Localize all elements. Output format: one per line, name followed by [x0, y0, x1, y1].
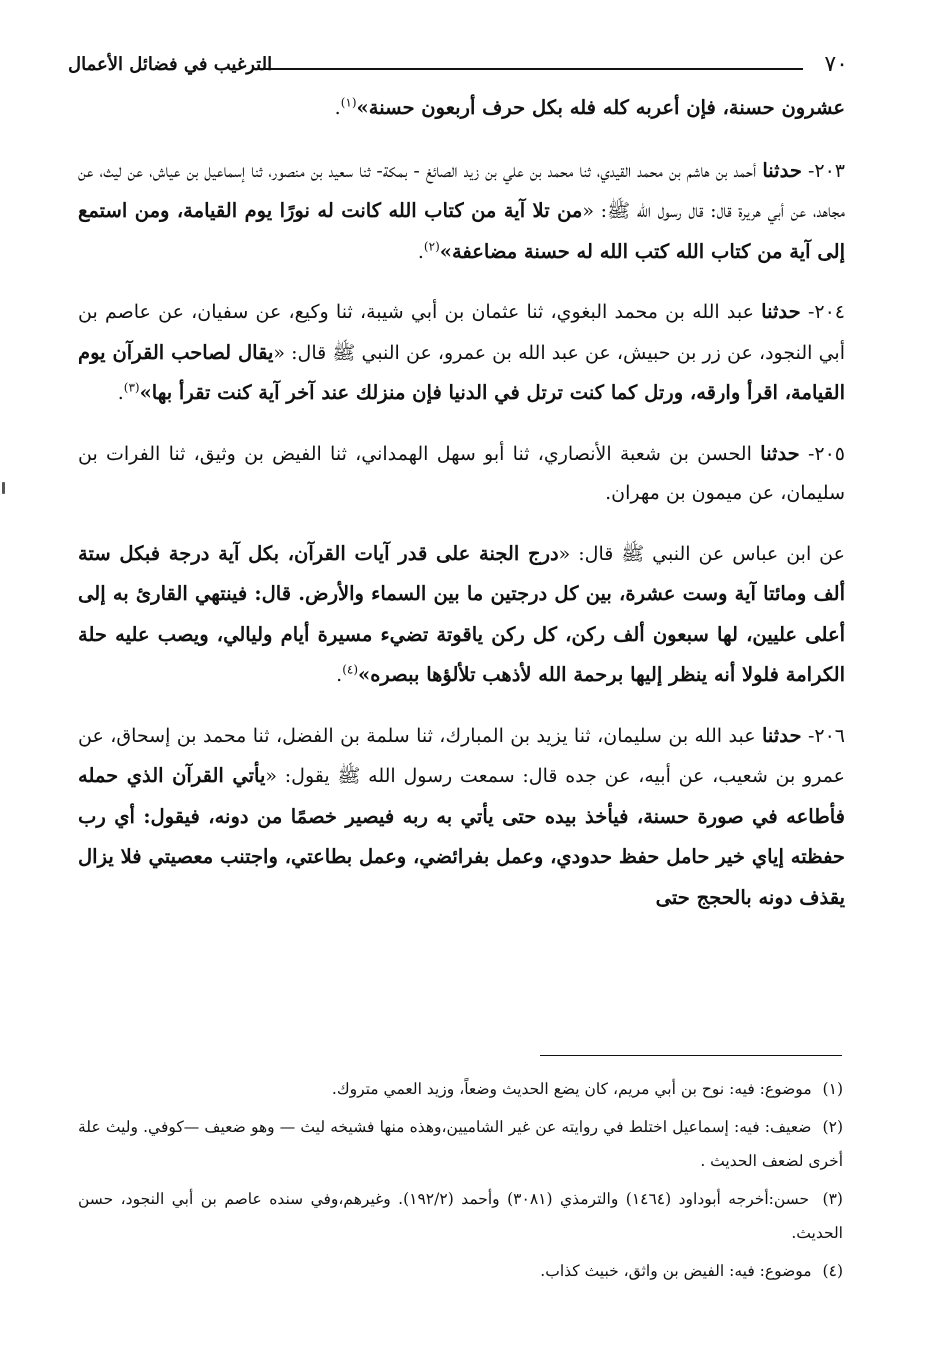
footnote-number: (٤)	[822, 1262, 843, 1280]
bold-text: عشرون حسنة، فإن أعربه كله فله بكل حرف أربعون حسنة»	[356, 96, 845, 119]
text-segment: عبد الله بن محمد البغوي، ثنا عثمان بن أبي شيبة، ثنا وكيع، عن سفيان، عن عاصم بن أبي النجود، عن زر بن حبيش، عن عبد الله بن عمرو، عن النبي ﷺ قال: «	[78, 301, 845, 364]
text-segment: .	[417, 240, 424, 263]
paragraph	[78, 716, 845, 919]
text-segment: ٢٠٣-	[801, 159, 845, 182]
footnote-text: حسن:أخرجه أبوداود (١٤٦٤) والترمذي (٣٠٨١) وأحمد (١٩٢/٢). وغيرهم،وفي سنده عاصم بن أبي النجود، حسن الحديث.	[78, 1190, 843, 1242]
footnote-ref: (٣)	[123, 380, 140, 395]
footnote	[78, 1072, 843, 1106]
page-number: ٧٠	[824, 52, 848, 77]
footnote-text: موضوع: فيه: نوح بن أبي مريم، كان يضع الحديث وضعاً، وزيد العمي متروك.	[331, 1080, 817, 1098]
paragraph	[78, 534, 845, 696]
footnote-number: (٣)	[822, 1190, 843, 1208]
running-title: الترغيب في فضائل الأعمال	[68, 54, 273, 75]
paragraph	[78, 151, 845, 273]
text-segment: أحمد بن هاشم بن محمد القيدي، ثنا محمد بن علي بن زيد الصائغ - بمكة- ثنا سعيد بن منصور، ثنا إسماعيل بن عياش، عن ليث، عن مجاهد، عن أبي هريرة قال: قال رسول الله ﷺ: «	[78, 159, 845, 222]
bold-text: يأتي القرآن الذي حمله فأطاعه في صورة حسنة، فيأخذ بيده حتى يأتي به ربه فيصير خصمًا من دونه، فيقول: أي رب حفظته إياي خير حامل حفظ حدودي، وعمل بفرائضي، وعمل بطاعتي، واجتنب معصيتي فلا يزال يقذف دونه بالحجج حتى	[78, 764, 845, 909]
scan-edge-mark	[2, 482, 5, 494]
bold-text: حدثنا	[762, 158, 802, 182]
footnote-ref: (٢)	[423, 239, 440, 254]
text-segment: ٢٠٤-	[800, 301, 845, 323]
bold-text: حدثنا	[761, 300, 801, 323]
text-segment: الحسن بن شعبة الأنصاري، ثنا أبو سهل الهمداني، ثنا الفيض بن وثيق، ثنا الفرات بن سليمان، عن ميمون بن مهران.	[78, 442, 845, 504]
page-header	[68, 42, 848, 82]
footnote	[78, 1182, 843, 1250]
bold-text: حدثنا	[760, 441, 800, 465]
footnote	[78, 1110, 843, 1178]
text-segment: عن ابن عباس عن النبي ﷺ قال: «	[558, 542, 845, 565]
main-text	[78, 88, 845, 938]
bold-text: درج الجنة على قدر آيات القرآن، بكل آية درجة فبكل ستة ألف ومائتا آية وست عشرة، بين كل درجتين ما بين السماء والأرض. قال: فينتهي القارئ به إلى أعلى عليين، لها سبعون ألف ركن، كل ركن ياقوتة تضيء مسيرة أيام وليالي، ويصب عليه حلة الكرامة فلولا أنه ينظر إليها برحمة الله لأذهب تلألؤها ببصره»	[78, 541, 845, 686]
paragraph	[78, 88, 845, 129]
text-segment: .	[117, 382, 124, 404]
footnote-number: (١)	[822, 1080, 843, 1098]
text-segment: .	[336, 664, 343, 686]
text-segment: .	[334, 97, 341, 119]
text-segment: ٢٠٦-	[801, 724, 845, 747]
footnotes	[78, 1072, 843, 1292]
footnote-ref: (٤)	[342, 662, 359, 677]
paragraph	[78, 292, 845, 414]
paragraph	[78, 434, 845, 514]
header-rule	[258, 68, 803, 70]
bold-text: يقال لصاحب القرآن يوم القيامة، اقرأ وارقه، ورتل كما كنت ترتل في الدنيا فإن منزلك عند آخر آية كنت تقرأ بها»	[78, 340, 845, 404]
footnote-ref: (١)	[340, 95, 357, 110]
bold-text: من تلا آية من كتاب الله كانت له نورًا يوم القيامة، ومن استمع إلى آية من كتاب الله كتب الله له حسنة مضاعفة»	[78, 199, 845, 263]
footnote	[78, 1254, 843, 1288]
text-segment: ٢٠٥-	[799, 442, 845, 465]
bold-text: حدثنا	[761, 723, 802, 747]
text-segment: عبد الله بن سليمان، ثنا يزيد بن المبارك، ثنا سلمة بن الفضل، ثنا محمد بن إسحاق، عن عمرو بن شعيب، عن أبيه، عن جده قال: سمعت رسول الله ﷺ يقول: «	[78, 724, 846, 787]
footnote-separator	[540, 1055, 842, 1056]
footnote-number: (٢)	[822, 1118, 843, 1136]
footnote-text: موضوع: فيه: الفيض بن واثق، خبيث كذاب.	[540, 1262, 817, 1280]
footnote-text: ضعيف: فيه: إسماعيل اختلط في روايته عن غير الشاميين،وهذه منها فشيخه ليث — وهو ضعيف —كوفي. وليث علة أخرى لضعف الحديث .	[78, 1118, 843, 1170]
